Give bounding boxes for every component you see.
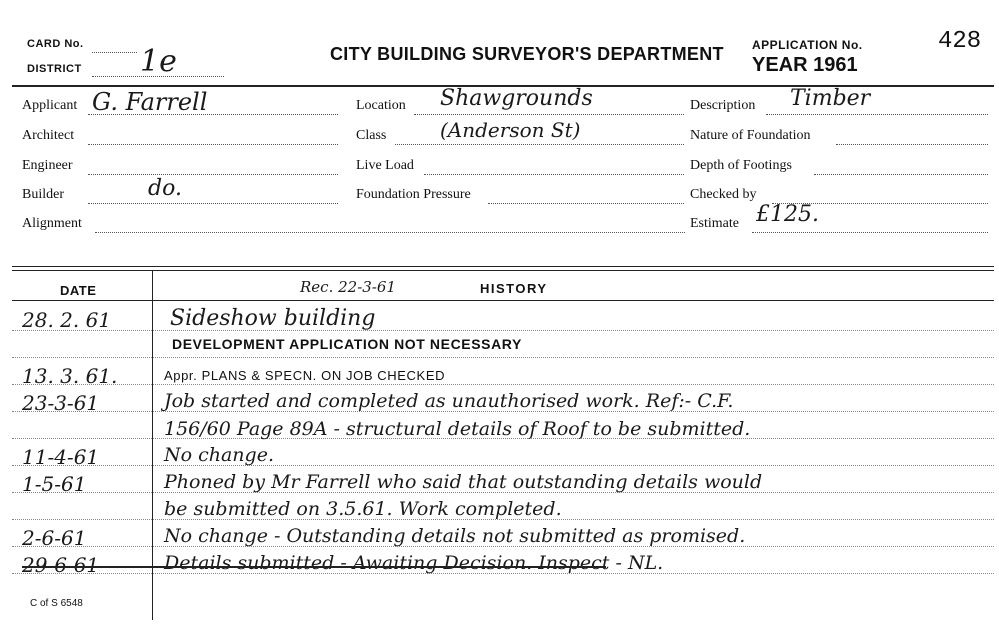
strike-through-line	[22, 566, 606, 568]
history-rule	[12, 330, 994, 331]
date-header: DATE	[60, 283, 97, 298]
department-title: CITY BUILDING SURVEYOR'S DEPARTMENT	[330, 44, 724, 64]
form-code: C of S 6548	[30, 598, 83, 609]
alignment-label: Alignment	[22, 216, 82, 231]
card-no-label: CARD No.	[27, 38, 84, 50]
depth-footings-label: Depth of Footings	[690, 158, 792, 173]
entry-date: 29-6-61	[22, 553, 100, 577]
applicant-value: G. Farrell	[92, 88, 208, 116]
card-no-line	[92, 52, 137, 53]
location-value-2: (Anderson St)	[440, 118, 581, 142]
description-value: Timber	[790, 86, 871, 111]
stamp-plans-checked: Appr. PLANS & SPECN. ON JOB CHECKED	[164, 368, 446, 383]
estimate-value: £125.	[756, 202, 819, 227]
estimate-line	[752, 232, 988, 233]
entry-date: 13. 3. 61.	[22, 364, 118, 388]
description-line	[766, 114, 988, 115]
nature-foundation-label: Nature of Foundation	[690, 128, 811, 143]
alignment-line	[95, 232, 685, 233]
engineer-label: Engineer	[22, 158, 73, 173]
checked-by-label: Checked by	[690, 187, 757, 202]
class-label: Class	[356, 128, 387, 143]
entry-text: be submitted on 3.5.61. Work completed.	[164, 498, 562, 520]
foundation-pressure-line	[488, 203, 684, 204]
location-line	[414, 114, 684, 115]
applicant-label: Applicant	[22, 98, 78, 113]
history-header: HISTORY	[480, 281, 548, 296]
history-rule	[12, 357, 994, 358]
entry-text: Phoned by Mr Farrell who said that outstanding details would	[164, 471, 763, 493]
depth-footings-line	[814, 174, 988, 175]
section-rule-1	[12, 266, 994, 267]
entry-date: 23-3-61	[22, 391, 100, 415]
live-load-label: Live Load	[356, 158, 414, 173]
district-value: 1e	[140, 44, 177, 79]
live-load-line	[424, 174, 684, 175]
application-no: 428	[938, 28, 982, 55]
builder-line	[88, 203, 338, 204]
engineer-line	[88, 174, 338, 175]
received-note: Rec. 22-3-61	[300, 278, 396, 296]
builder-label: Builder	[22, 187, 64, 202]
entry-date: 11-4-61	[22, 445, 100, 469]
entry-text: Details submitted - Awaiting Decision. Inspect - NL.	[164, 552, 664, 574]
stamp-development: DEVELOPMENT APPLICATION NOT NECESSARY	[172, 336, 522, 352]
application-no-label: APPLICATION No.	[752, 38, 863, 52]
nature-foundation-line	[836, 144, 988, 145]
location-label: Location	[356, 98, 406, 113]
entry-text: No change - Outstanding details not submitted as promised.	[164, 525, 746, 547]
entry-text: Sideshow building	[170, 306, 376, 331]
year-label: YEAR 1961	[752, 54, 858, 76]
section-rule-2	[12, 270, 994, 271]
foundation-pressure-label: Foundation Pressure	[356, 187, 471, 202]
estimate-label: Estimate	[690, 216, 739, 231]
entry-date: 2-6-61	[22, 526, 87, 550]
history-header-rule	[12, 300, 994, 301]
entry-text: 156/60 Page 89A - structural details of Roof to be submitted.	[164, 418, 751, 440]
history-rule	[12, 465, 994, 466]
entry-text: No change.	[164, 444, 274, 466]
entry-date: 1-5-61	[22, 472, 87, 496]
description-label: Description	[690, 98, 756, 113]
entry-text: Job started and completed as unauthorised work. Ref:- C.F.	[164, 390, 734, 412]
architect-label: Architect	[22, 128, 75, 143]
history-rule	[12, 384, 994, 385]
class-line	[395, 144, 684, 145]
architect-line	[88, 144, 338, 145]
builder-value: do.	[148, 176, 182, 201]
district-label: DISTRICT	[27, 63, 82, 75]
entry-date: 28. 2. 61	[22, 308, 112, 332]
location-value: Shawgrounds	[440, 86, 593, 111]
